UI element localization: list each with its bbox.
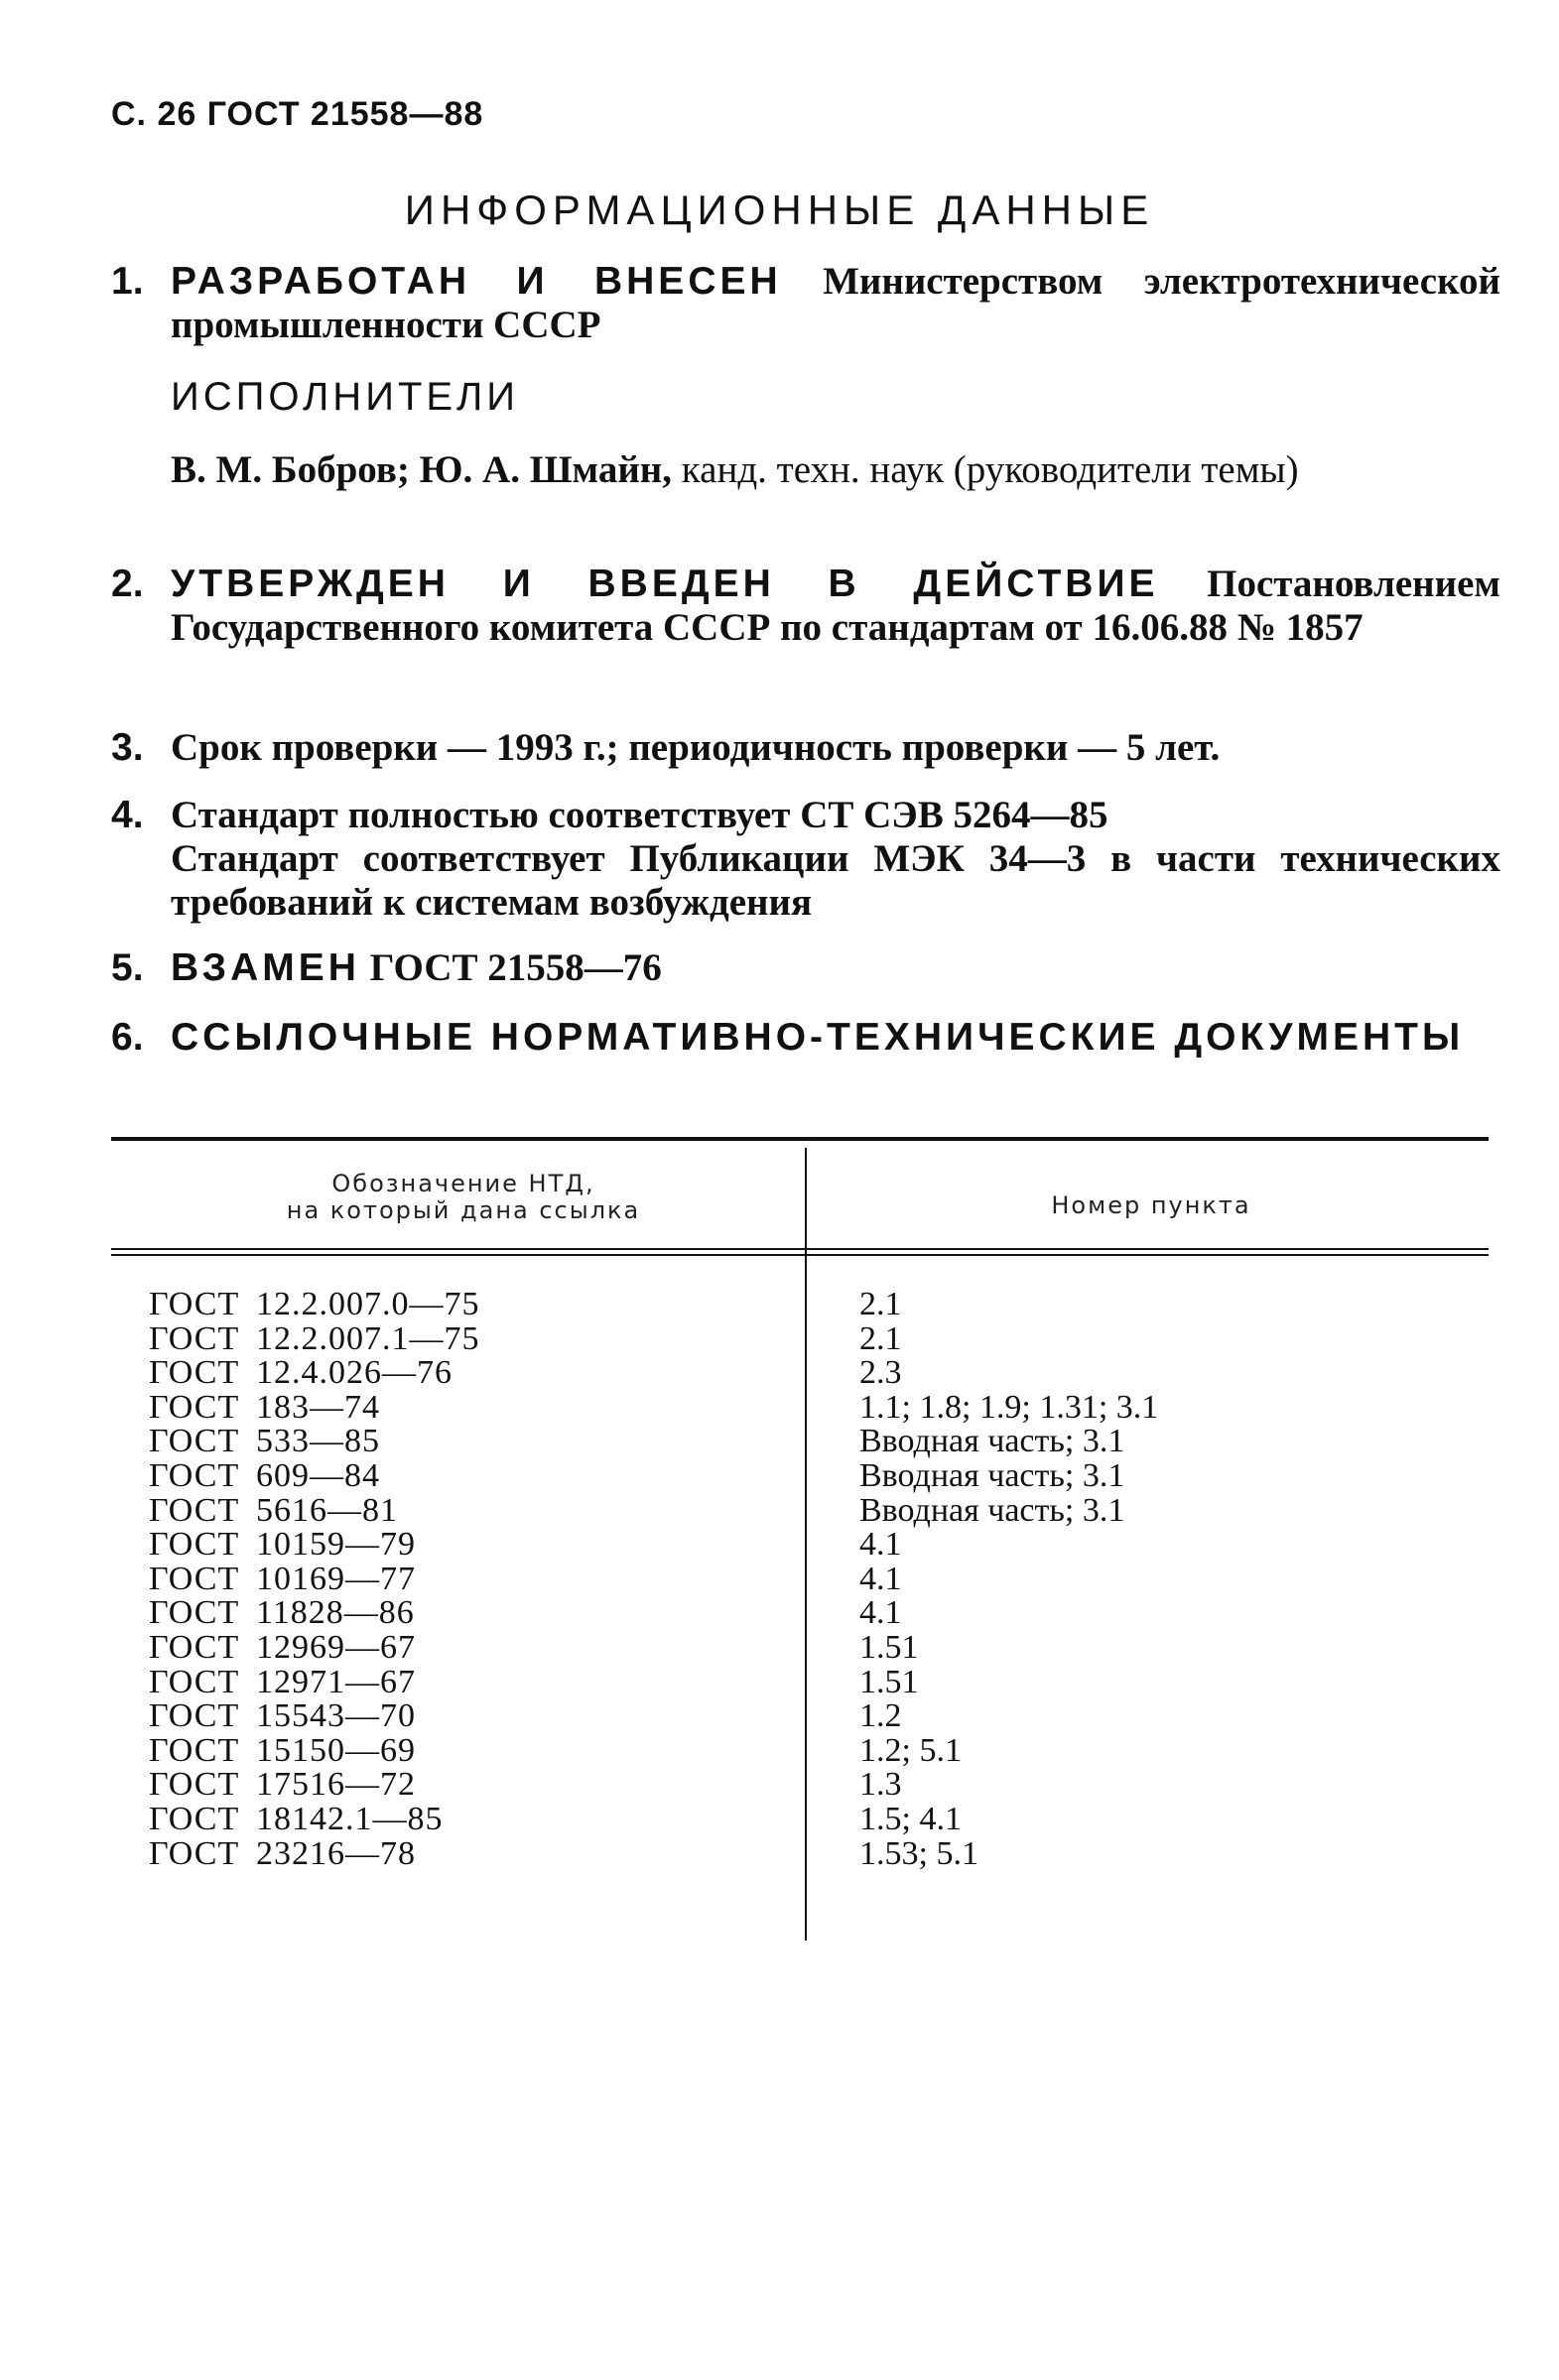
table-cell-clause: Вводная часть; 3.1 bbox=[859, 1423, 1125, 1460]
designation-prefix: ГОСТ bbox=[149, 1319, 240, 1357]
item-caps: ВЗАМЕН bbox=[171, 946, 360, 989]
table-cell-clause: Вводная часть; 3.1 bbox=[859, 1456, 1125, 1494]
table-cell-designation bbox=[149, 1699, 480, 1734]
executors-names-rest: канд. техн. наук (руководители темы) bbox=[672, 448, 1299, 491]
table-cell-designation bbox=[149, 1425, 480, 1459]
table-cell-designation bbox=[149, 1800, 480, 1837]
table-header-line: на который дана ссылка bbox=[286, 1196, 641, 1224]
table-cell-clause: 1.5; 4.1 bbox=[859, 1800, 962, 1837]
designation-prefix: ГОСТ bbox=[149, 1697, 240, 1735]
item-number: 2. bbox=[111, 563, 144, 605]
table-cell-clause: 4.1 bbox=[859, 1526, 902, 1564]
designation-prefix: ГОСТ bbox=[149, 1560, 240, 1597]
item-number: 4. bbox=[111, 794, 144, 836]
designation-number: 5616—81 bbox=[256, 1491, 398, 1529]
table-cell-clause: 4.1 bbox=[859, 1594, 902, 1632]
table-header-rule-2 bbox=[111, 1254, 1489, 1256]
designation-number: 12.4.026—76 bbox=[256, 1354, 453, 1392]
designation-prefix: ГОСТ bbox=[149, 1491, 240, 1529]
designation-prefix: ГОСТ bbox=[149, 1388, 240, 1426]
designation-number: 15150—69 bbox=[256, 1731, 416, 1769]
table-cell-clause: 1.53; 5.1 bbox=[859, 1834, 978, 1872]
table-column-clauses bbox=[859, 1288, 1158, 1871]
executors-names bbox=[171, 447, 1500, 493]
executors-heading: ИСПОЛНИТЕЛИ bbox=[171, 375, 520, 419]
designation-number: 17516—72 bbox=[256, 1766, 416, 1804]
designation-prefix: ГОСТ bbox=[149, 1800, 240, 1837]
table-top-rule bbox=[111, 1137, 1489, 1141]
designation-number: 18142.1—85 bbox=[256, 1800, 444, 1837]
designation-prefix: ГОСТ bbox=[149, 1594, 240, 1632]
item-text: Министерством электротехнической промышленности СССР bbox=[171, 260, 1500, 346]
table-column-designations bbox=[149, 1288, 480, 1871]
table-cell-clause: 4.1 bbox=[859, 1560, 902, 1597]
designation-number: 10169—77 bbox=[256, 1560, 416, 1597]
table-cell-clause: 2.3 bbox=[859, 1354, 902, 1392]
designation-number: 10159—79 bbox=[256, 1526, 416, 1564]
table-header-designation bbox=[151, 1171, 776, 1224]
designation-number: 23216—78 bbox=[256, 1834, 416, 1872]
table-column-divider bbox=[805, 1148, 807, 1941]
table-header-rule-1 bbox=[111, 1248, 1489, 1250]
item-number: 5. bbox=[111, 946, 144, 989]
item-caps: РАЗРАБОТАН И ВНЕСЕН bbox=[171, 260, 782, 303]
item-text-line-1: Стандарт полностью соответствует СТ СЭВ 5264—85 bbox=[171, 794, 1108, 836]
designation-prefix: ГОСТ bbox=[149, 1456, 240, 1494]
designation-number: 12971—67 bbox=[256, 1663, 416, 1700]
table-cell-designation bbox=[149, 1288, 480, 1322]
page-header: С. 26 ГОСТ 21558—88 bbox=[111, 95, 484, 133]
table-cell-clause: 1.51 bbox=[859, 1628, 919, 1666]
item-number: 6. bbox=[111, 1016, 144, 1059]
table-cell-designation bbox=[149, 1768, 480, 1803]
designation-number: 11828—86 bbox=[256, 1594, 415, 1632]
executors-names-bold: В. М. Бобров; Ю. А. Шмайн, bbox=[171, 448, 673, 491]
item-caps: ССЫЛОЧНЫЕ НОРМАТИВНО-ТЕХНИЧЕСКИЕ ДОКУМЕНТЫ bbox=[171, 1016, 1465, 1059]
table-cell-clause: 1.1; 1.8; 1.9; 1.31; 3.1 bbox=[859, 1388, 1159, 1426]
table-cell-clause: 1.51 bbox=[859, 1663, 919, 1700]
table-cell-designation bbox=[149, 1528, 480, 1563]
designation-prefix: ГОСТ bbox=[149, 1628, 240, 1666]
table-cell-clause: 1.3 bbox=[859, 1766, 902, 1804]
info-item-4 bbox=[111, 794, 1500, 925]
table-cell-designation bbox=[149, 1834, 480, 1872]
designation-number: 12969—67 bbox=[256, 1628, 416, 1666]
designation-prefix: ГОСТ bbox=[149, 1731, 240, 1769]
item-text: Постановлением Государственного комитета СССР по стандартам от 16.06.88 № 1857 bbox=[171, 563, 1500, 649]
designation-number: 15543—70 bbox=[256, 1697, 416, 1735]
designation-number: 12.2.007.1—75 bbox=[256, 1319, 480, 1357]
table-cell-clause: 2.1 bbox=[859, 1319, 902, 1357]
table-cell-clause: 2.1 bbox=[859, 1286, 902, 1322]
designation-prefix: ГОСТ bbox=[149, 1423, 240, 1460]
table-cell-clause: Вводная часть; 3.1 bbox=[859, 1491, 1125, 1529]
item-number: 3. bbox=[111, 726, 144, 769]
designation-prefix: ГОСТ bbox=[149, 1834, 240, 1872]
table-cell-designation bbox=[149, 1319, 480, 1357]
table-cell-designation bbox=[149, 1628, 480, 1666]
table-cell-designation bbox=[149, 1491, 480, 1529]
designation-number: 183—74 bbox=[256, 1388, 380, 1426]
table-cell-designation bbox=[149, 1731, 480, 1769]
designation-number: 609—84 bbox=[256, 1456, 380, 1494]
info-item-6 bbox=[111, 1016, 1500, 1060]
item-caps: УТВЕРЖДЕН И ВВЕДЕН В ДЕЙСТВИЕ bbox=[171, 563, 1159, 605]
table-cell-clause: 1.2; 5.1 bbox=[859, 1731, 962, 1769]
table-cell-designation bbox=[149, 1560, 480, 1597]
item-number: 1. bbox=[111, 260, 144, 303]
designation-number: 533—85 bbox=[256, 1423, 380, 1460]
designation-prefix: ГОСТ bbox=[149, 1286, 240, 1322]
item-text-line-2: Стандарт соответствует Публикации МЭК 34—3 в части технических требований к системам возбуждения bbox=[171, 837, 1500, 924]
designation-prefix: ГОСТ bbox=[149, 1354, 240, 1392]
designation-number: 12.2.007.0—75 bbox=[256, 1286, 480, 1322]
info-item-5 bbox=[111, 946, 1500, 990]
table-cell-designation bbox=[149, 1356, 480, 1391]
item-text: ГОСТ 21558—76 bbox=[359, 946, 662, 989]
designation-prefix: ГОСТ bbox=[149, 1526, 240, 1564]
info-item-1 bbox=[111, 260, 1500, 347]
table-cell-designation bbox=[149, 1388, 480, 1426]
table-cell-designation bbox=[149, 1596, 480, 1631]
info-item-3 bbox=[111, 726, 1500, 770]
item-text: Срок проверки — 1993 г.; периодичность проверки — 5 лет. bbox=[171, 726, 1221, 769]
designation-prefix: ГОСТ bbox=[149, 1663, 240, 1700]
table-cell-designation bbox=[149, 1663, 480, 1700]
table-cell-clause: 1.2 bbox=[859, 1697, 902, 1735]
table-cell-designation bbox=[149, 1456, 480, 1494]
page-title: ИНФОРМАЦИОННЫЕ ДАННЫЕ bbox=[404, 187, 1155, 233]
designation-prefix: ГОСТ bbox=[149, 1766, 240, 1804]
table-header-clause: Номер пункта bbox=[1051, 1191, 1251, 1219]
table-header-line: Обозначение НТД, bbox=[331, 1170, 595, 1197]
info-item-2 bbox=[111, 563, 1500, 650]
